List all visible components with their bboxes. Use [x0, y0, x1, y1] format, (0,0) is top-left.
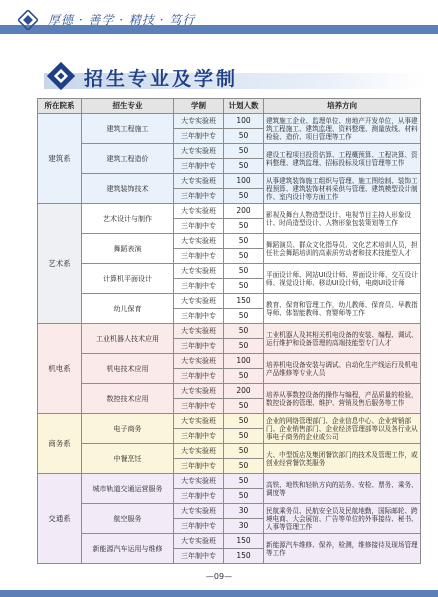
major-cell: 建筑工程造价	[82, 144, 174, 174]
table-row	[38, 144, 421, 159]
enrollment-count-cell: 50	[224, 369, 264, 384]
department-cell: 艺术系	[38, 204, 82, 324]
table-row	[38, 504, 421, 519]
table-row	[38, 474, 421, 489]
major-cell: 航空服务	[82, 504, 174, 534]
training-direction-cell: 高铁、地铁和轻轨方向的站务、安检、票务、乘务、调度等	[264, 474, 421, 504]
enrollment-count-cell: 50	[224, 429, 264, 444]
training-direction-cell: 舞蹈演员、群众文化指导员、文化艺术培训人员，担任社会舞蹈培训的高素质劳动者和技术技能型人才	[264, 234, 421, 264]
training-direction-cell: 新能源汽车维修、保养，检测，维修接待及现场管理等工作	[264, 534, 421, 564]
department-cell: 商务系	[38, 414, 82, 474]
top-banner	[0, 0, 438, 44]
enrollment-count-cell: 150	[224, 534, 264, 549]
enrollment-count-cell: 50	[224, 339, 264, 354]
enrollment-count-cell: 30	[224, 519, 264, 534]
training-direction-cell: 企业的网络管理部门、企业信息中心、企业营销部门、企业销售部门、企业经济管理部等以及各行业从事电子商务的企业或公司	[264, 414, 421, 444]
table-row	[38, 204, 421, 219]
table-row	[38, 324, 421, 339]
major-cell: 计算机平面设计	[82, 264, 174, 294]
department-cell: 机电系	[38, 324, 82, 414]
training-direction-cell: 工业机器人及其相关机电设备的安装、编程、调试、运行维护和设备管理的高端技能型专门人才	[264, 324, 421, 354]
training-direction-cell: 影视及舞台人物造型设计、电视节目主持人形象设计、时尚造型设计、人物形象包装策划等工作	[264, 204, 421, 234]
program-length-cell: 三年制中专	[174, 399, 224, 414]
program-length-cell: 三年制中专	[174, 279, 224, 294]
program-length-cell: 三年制中专	[174, 549, 224, 564]
major-cell: 工业机器人技术应用	[82, 324, 174, 354]
training-direction-cell: 大、中型饭店及集团餐饮部门的技术及管理工作，或创业经营餐饮类服务	[264, 444, 421, 474]
enrollment-count-cell: 50	[224, 219, 264, 234]
program-length-cell: 大专实验班	[174, 324, 224, 339]
major-cell: 艺术设计与制作	[82, 204, 174, 234]
bottom-color-band	[0, 590, 438, 597]
column-header-dept: 所在院系	[38, 99, 82, 114]
table-header-row	[38, 99, 421, 114]
enrollment-count-cell: 50	[224, 324, 264, 339]
column-header-count: 计划人数	[224, 99, 264, 114]
program-length-cell: 三年制中专	[174, 459, 224, 474]
majors-table	[37, 98, 421, 564]
page-number: —09—	[205, 572, 233, 581]
major-cell: 舞蹈表演	[82, 234, 174, 264]
table-row	[38, 354, 421, 369]
program-length-cell: 大专实验班	[174, 144, 224, 159]
enrollment-count-cell: 100	[224, 354, 264, 369]
program-length-cell: 大专实验班	[174, 444, 224, 459]
program-length-cell: 三年制中专	[174, 489, 224, 504]
enrollment-count-cell: 100	[224, 114, 264, 129]
school-logo-icon	[18, 10, 38, 30]
program-length-cell: 三年制中专	[174, 429, 224, 444]
training-direction-cell: 培养机电设备安装与调试、自动化生产线运行及机电产品维修等专业人员	[264, 354, 421, 384]
program-length-cell: 三年制中专	[174, 339, 224, 354]
program-length-cell: 大专实验班	[174, 294, 224, 309]
section-heading	[44, 61, 424, 91]
major-cell: 城市轨道交通运营服务	[82, 474, 174, 504]
program-length-cell: 大专实验班	[174, 234, 224, 249]
training-direction-cell: 建筑施工企业、监理单位、房地产开发单位，从事建筑工程施工、建筑监理、资料整理、测量放线、材料检验、造价、项目管理等工作	[264, 114, 421, 144]
program-length-cell: 大专实验班	[174, 264, 224, 279]
enrollment-count-cell: 50	[224, 264, 264, 279]
program-length-cell: 三年制中专	[174, 249, 224, 264]
program-length-cell: 三年制中专	[174, 519, 224, 534]
enrollment-count-cell: 150	[224, 549, 264, 564]
enrollment-count-cell: 50	[224, 459, 264, 474]
majors-table-body	[38, 114, 421, 564]
program-length-cell: 大专实验班	[174, 384, 224, 399]
program-length-cell: 三年制中专	[174, 309, 224, 324]
enrollment-count-cell: 50	[224, 234, 264, 249]
enrollment-count-cell: 200	[224, 384, 264, 399]
program-length-cell: 三年制中专	[174, 159, 224, 174]
training-direction-cell: 培养从事数控设备的操作与编程，产品质量的检验，数控设备的管理、维护、营销及售后服务等工作	[264, 384, 421, 414]
major-cell: 机电技术应用	[82, 354, 174, 384]
department-cell: 建筑系	[38, 114, 82, 204]
program-length-cell: 三年制中专	[174, 189, 224, 204]
table-row	[38, 234, 421, 249]
column-header-direction: 培养方向	[264, 99, 421, 114]
enrollment-count-cell: 50	[224, 474, 264, 489]
table-row	[38, 534, 421, 549]
program-length-cell: 三年制中专	[174, 129, 224, 144]
enrollment-count-cell: 50	[224, 189, 264, 204]
enrollment-count-cell: 50	[224, 144, 264, 159]
table-row	[38, 174, 421, 189]
major-cell: 幼儿保育	[82, 294, 174, 324]
program-length-cell: 大专实验班	[174, 174, 224, 189]
column-header-major: 招生专业	[82, 99, 174, 114]
program-length-cell: 大专实验班	[174, 414, 224, 429]
enrollment-count-cell: 50	[224, 279, 264, 294]
major-cell: 中餐烹饪	[82, 444, 174, 474]
enrollment-count-cell: 100	[224, 174, 264, 189]
program-length-cell: 大专实验班	[174, 114, 224, 129]
school-motto: 厚德 · 善学 · 精技 · 笃行	[48, 13, 196, 27]
enrollment-count-cell: 50	[224, 444, 264, 459]
major-cell: 数控技术应用	[82, 384, 174, 414]
program-length-cell: 三年制中专	[174, 369, 224, 384]
table-row	[38, 114, 421, 129]
table-row	[38, 294, 421, 309]
enrollment-count-cell: 50	[224, 489, 264, 504]
training-direction-cell: 平面设计师、网站UI设计师、界面设计师、交互设计师、视觉设计师、移动UI设计师，电商UI设计师	[264, 264, 421, 294]
program-length-cell: 大专实验班	[174, 534, 224, 549]
enrollment-count-cell: 50	[224, 309, 264, 324]
program-length-cell: 三年制中专	[174, 219, 224, 234]
column-header-system: 学制	[174, 99, 224, 114]
major-cell: 新能源汽车运用与维修	[82, 534, 174, 564]
table-row	[38, 264, 421, 279]
program-length-cell: 大专实验班	[174, 474, 224, 489]
program-length-cell: 大专实验班	[174, 204, 224, 219]
enrollment-count-cell: 50	[224, 399, 264, 414]
enrollment-count-cell: 50	[224, 129, 264, 144]
table-row	[38, 384, 421, 399]
training-direction-cell: 民航乘务员、民航安全员及民航地勤，国际邮轮、跨境电商、大会展馆、广告等单位的外事接待、秘书、人事等管理工作	[264, 504, 421, 534]
major-cell: 电子商务	[82, 414, 174, 444]
enrollment-count-cell: 50	[224, 159, 264, 174]
table-row	[38, 444, 421, 459]
table-row	[38, 414, 421, 429]
training-direction-cell: 教育、保育和管理工作，幼儿教师、保育员、早教指导师、体智能教师、育婴师等工作	[264, 294, 421, 324]
training-direction-cell: 从事建筑装饰施工组织与管理、施工图绘制、装饰工程预算、建筑装饰材料采供与管理、建筑模型设计制作、室内设计等方面工作	[264, 174, 421, 204]
enrollment-count-cell: 150	[224, 294, 264, 309]
enrollment-count-cell: 30	[224, 504, 264, 519]
section-title: 招生专业及学制	[84, 68, 239, 90]
enrollment-count-cell: 50	[224, 414, 264, 429]
training-direction-cell: 建设工程项目投资估算、工程概预算、工程决算、资料整理、建筑监理、招标投标及项目管理等工作	[264, 144, 421, 174]
enrollment-count-cell: 200	[224, 204, 264, 219]
department-cell: 交通系	[38, 474, 82, 564]
major-cell: 建筑工程施工	[82, 114, 174, 144]
program-length-cell: 大专实验班	[174, 504, 224, 519]
major-cell: 建筑装饰技术	[82, 174, 174, 204]
program-length-cell: 大专实验班	[174, 354, 224, 369]
heading-diamond-icon	[46, 61, 76, 91]
enrollment-count-cell: 50	[224, 249, 264, 264]
